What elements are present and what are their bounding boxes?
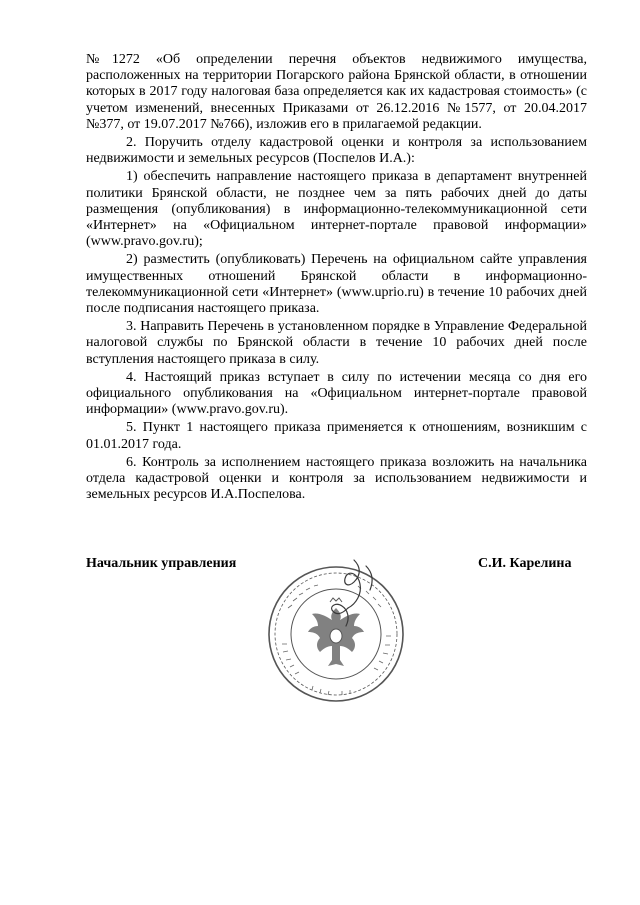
paragraph-item-6: 6. Контроль за исполнением настоящего приказа возложить на начальника отдела кадастровой оценки и контроля за использованием недвижимости и земельных ресурсов И.А.Поспелова. <box>86 454 587 503</box>
paragraph-subitem-2: 2) разместить (опубликовать) Перечень на официальном сайте управления имущественных отношений Брянской области в информационно-телекоммуникационной сети «Интернет» (www.uprio.ru) в течение 10 рабочих дней после подписания настоящего приказа. <box>86 252 587 317</box>
paragraph-item-2: 2. Поручить отделу кадастровой оценки и контроля за использованием недвижимости и земельных ресурсов (Поспелов И.А.): <box>86 135 587 167</box>
paragraph-item-4: 4. Настоящий приказ вступает в силу по истечении месяца со дня его официального опубликования на «Официальном интернет-портале правовой информации» (www.pravo.gov.ru). <box>86 369 587 418</box>
official-seal-stamp <box>262 556 412 706</box>
signature-name: С.И. Карелина <box>478 556 572 571</box>
signature-title: Начальник управления <box>86 556 237 571</box>
paragraph-item-5: 5. Пункт 1 настоящего приказа применяется к отношениям, возникшим с 01.01.2017 года. <box>86 420 587 452</box>
paragraph-continuation: №1272 «Об определении перечня объектов недвижимого имущества, расположенных на территории Погарского района Брянской области, в отношении которых в 2017 году налоговая база определяется как их кадастровая стоимость» (с учетом изменений, внесенных Приказами от 26.12.2016 №1577, от 20.04.2017 №377, от 19.07.2017 №766), изложив его в прилагаемой редакции. <box>86 52 587 132</box>
paragraph-item-3: 3. Направить Перечень в установленном порядке в Управление Федеральной налоговой службы по Брянской области в течение 10 рабочих дней после вступления настоящего приказа в силу. <box>86 319 587 367</box>
document-body <box>86 52 587 503</box>
paragraph-subitem-1: 1) обеспечить направление настоящего приказа в департамент внутренней политики Брянской области, не позднее чем за пять рабочих дней до даты размещения (опубликования) в информационно-телекоммуникационной сети «Интернет» на «Официальном интернет-портале правовой информации» (www.pravo.gov.ru); <box>86 169 587 250</box>
